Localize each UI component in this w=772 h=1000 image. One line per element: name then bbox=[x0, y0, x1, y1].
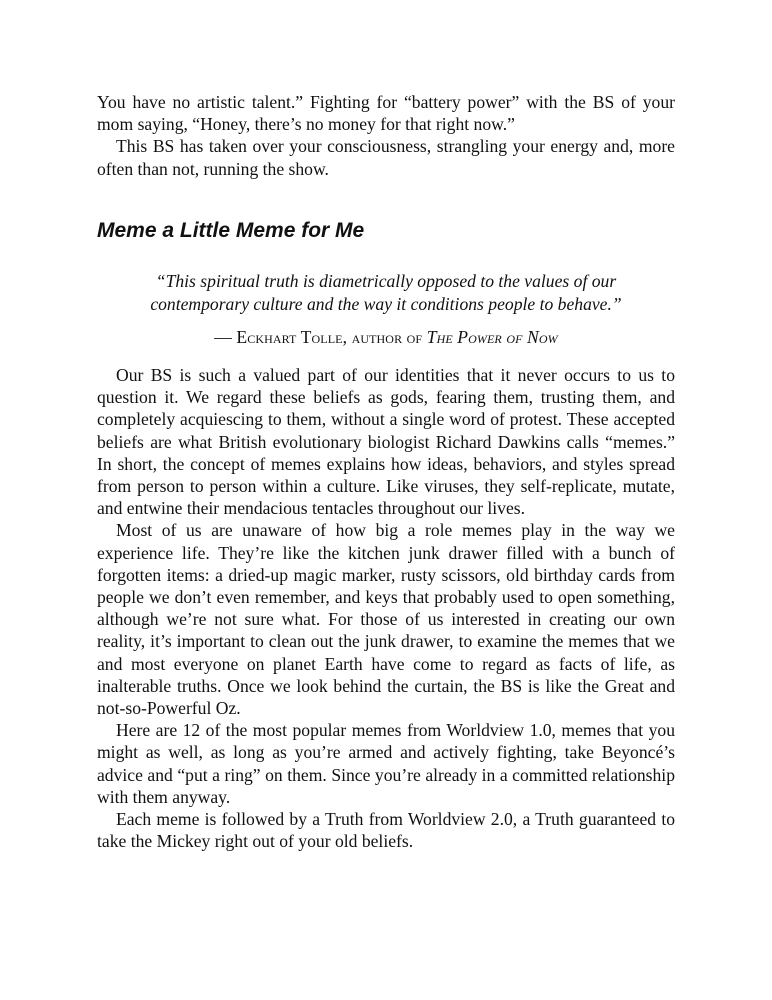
attribution-book-title: The Power of Now bbox=[426, 326, 558, 347]
body-paragraph-2: Most of us are unaware of how big a role memes play in the way we experience life. They’re like the kitchen junk drawer filled with a bunch of forgotten items: a dried-up magic marker, rusty scissors, old birthday cards from people we don’t even remember, and keys that probably used to open something, although we’re not sure what. For those of us interested in creating our own reality, it’s important to clean out the junk drawer, to examine the memes that we and most everyone on planet Earth have come to regard as facts of life, as inalterable truths. Once we look behind the curtain, the BS is like the Great and not-so-Powerful Oz. bbox=[97, 520, 675, 719]
body-paragraph-1: Our BS is such a valued part of our identities that it never occurs to us to question it. We regard these beliefs as gods, fearing them, trusting them, and completely acquiescing to them, without a single word of protest. These accepted beliefs are what British evolutionary biologist Richard Dawkins calls “memes.” In short, the concept of memes explains how ideas, behaviors, and styles spread from person to person within a culture. Like viruses, they self-replicate, mutate, and entwine their mendacious tentacles throughout our lives. bbox=[97, 365, 675, 519]
epigraph-quote bbox=[97, 270, 675, 316]
epigraph-attribution bbox=[97, 326, 675, 348]
intro-paragraph-1: You have no artistic talent.” Fighting for “battery power” with the BS of your mom saying, “Honey, there’s no money for that right now.” bbox=[97, 92, 675, 135]
body-paragraph-3: Here are 12 of the most popular memes from Worldview 1.0, memes that you might as well, as long as you’re armed and actively fighting, take Beyoncé’s advice and “put a ring” on them. Since you’re already in a committed relationship with them anyway. bbox=[97, 720, 675, 807]
epigraph-line-1: “This spiritual truth is diametrically opposed to the values of our bbox=[155, 270, 617, 291]
section-body bbox=[97, 364, 675, 852]
attribution-author: — Eckhart Tolle, author of bbox=[214, 326, 427, 347]
epigraph-line-2: contemporary culture and the way it conditions people to behave.” bbox=[150, 293, 622, 314]
section-heading: Meme a Little Meme for Me bbox=[97, 218, 365, 242]
body-paragraph-4: Each meme is followed by a Truth from Worldview 2.0, a Truth guaranteed to take the Mickey right out of your old beliefs. bbox=[97, 809, 675, 852]
intro-paragraph-2: This BS has taken over your consciousness, strangling your energy and, more often than not, running the show. bbox=[97, 136, 675, 179]
book-page bbox=[97, 91, 675, 852]
